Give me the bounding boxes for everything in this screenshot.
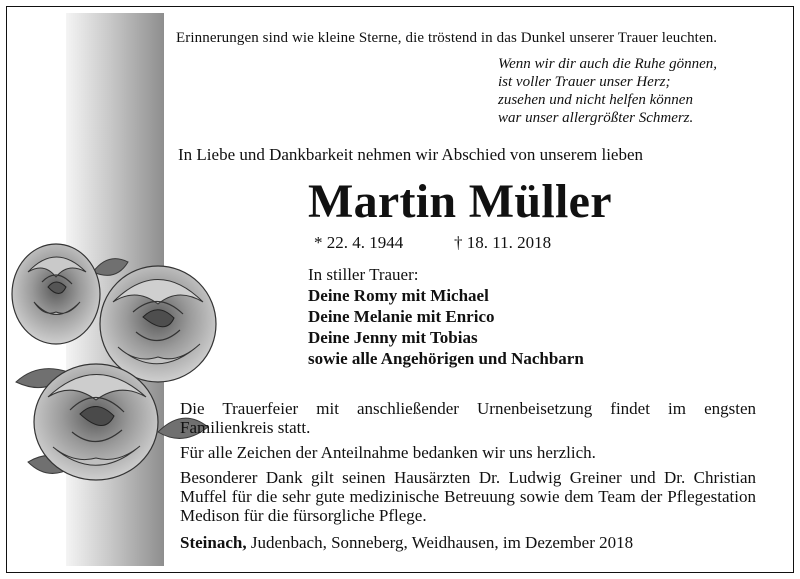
thanks-general: Für alle Zeichen der Anteilnahme bedanken wir uns herzlich. (180, 443, 596, 462)
notice-body (180, 399, 756, 531)
funeral-info: Die Trauerfeier mit anschließender Urnenbeisetzung findet im engsten Familienkreis statt. (180, 399, 756, 437)
mourner-entry: Deine Melanie mit Enrico (308, 307, 495, 326)
poem-line: Wenn wir dir auch die Ruhe gönnen, (498, 56, 718, 72)
poem-line: ist voller Trauer unser Herz; (498, 74, 671, 90)
mourner-entry: Deine Romy mit Michael (308, 286, 489, 305)
mourners-block (308, 264, 584, 369)
closing-line (180, 533, 633, 553)
motto-quote: Erinnerungen sind wie kleine Sterne, die tröstend in das Dunkel unserer Trauer leuchten. (176, 30, 718, 46)
mourner-entry: sowie alle Angehörigen und Nachbarn (308, 349, 584, 368)
mourner-entry: Deine Jenny mit Tobias (308, 328, 478, 347)
thanks-doctors: Besonderer Dank gilt seinen Hausärzten Dr. Ludwig Greiner und Dr. Christian Muffel für die sehr gute medizinische Betreuung sowie dem Team der Pflegestation Medison für die fürsorgliche Pflege. (180, 468, 756, 525)
birth-date: * 22. 4. 1944 (314, 233, 404, 252)
poem-line: war unser allergrößter Schmerz. (498, 110, 694, 126)
poem (498, 55, 717, 127)
intro-text: In Liebe und Dankbarkeit nehmen wir Abschied von unserem lieben (178, 145, 644, 164)
closing-rest: Judenbach, Sonneberg, Weidhausen, im Dezember 2018 (246, 533, 634, 552)
death-date: † 18. 11. 2018 (454, 233, 552, 252)
deceased-name: Martin Müller (308, 175, 612, 228)
mourners-heading: In stiller Trauer: (308, 265, 419, 284)
closing-place: Steinach, (180, 533, 247, 552)
poem-line: zusehen und nicht helfen können (498, 92, 693, 108)
